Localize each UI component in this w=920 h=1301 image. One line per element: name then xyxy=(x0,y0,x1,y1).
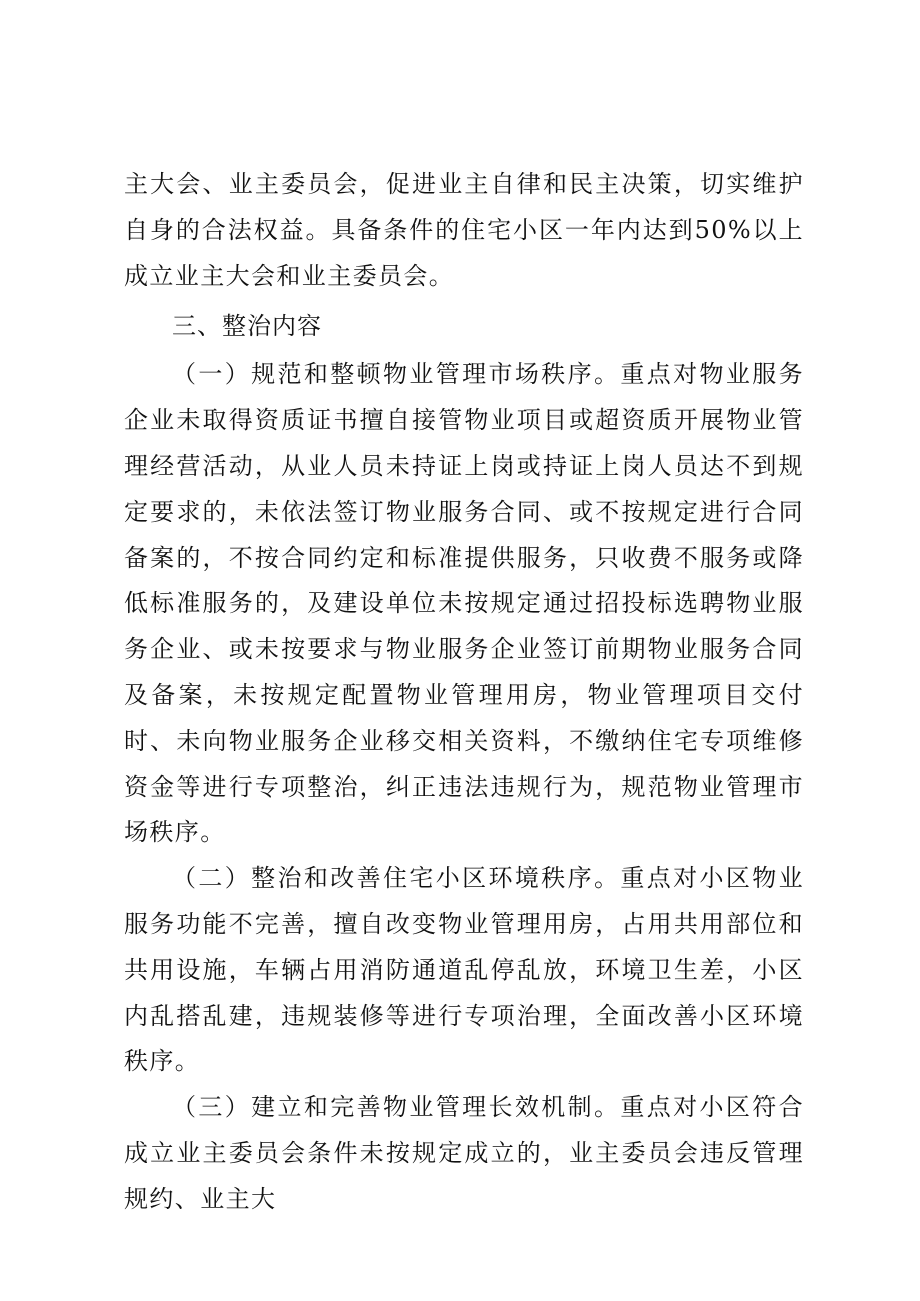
document-body xyxy=(124,162,804,1223)
paragraph-1: （一）规范和整顿物业管理市场秩序。重点对物业服务企业未取得资质证书擅自接管物业项目或超资质开展物业管理经营活动，从业人员未持证上岗或持证上岗人员达不到规定要求的，未依法签订物业服务合同、或不按规定进行合同备案的，不按合同约定和标准提供服务，只收费不服务或降低标准服务的，及建设单位未按规定通过招投标选聘物业服务企业、或未按要求与物业服务企业签订前期物业服务合同及备案，未按规定配置物业管理用房，物业管理项目交付时、未向物业服务企业移交相关资料，不缴纳住宅专项维修资金等进行专项整治，纠正违法违规行为，规范物业管理市场秩序。 xyxy=(124,360,804,847)
paragraph-3: （三）建立和完善物业管理长效机制。重点对小区符合成立业主委员会条件未按规定成立的，业主委员会违反管理规约、业主大 xyxy=(124,1093,804,1213)
paragraph-intro: 主大会、业主委员会，促进业主自律和民主决策，切实维护自身的合法权益。具备条件的住宅小区一年内达到50%以上成立业主大会和业主委员会。 xyxy=(124,170,804,290)
section-heading: 三、整治内容 xyxy=(172,312,322,341)
paragraph-2: （二）整治和改善住宅小区环境秩序。重点对小区物业服务功能不完善，擅自改变物业管理用房，占用共用部位和共用设施，车辆占用消防通道乱停乱放，环境卫生差，小区内乱搭乱建，违规装修等进行专项治理，全面改善小区环境秩序。 xyxy=(124,864,804,1076)
